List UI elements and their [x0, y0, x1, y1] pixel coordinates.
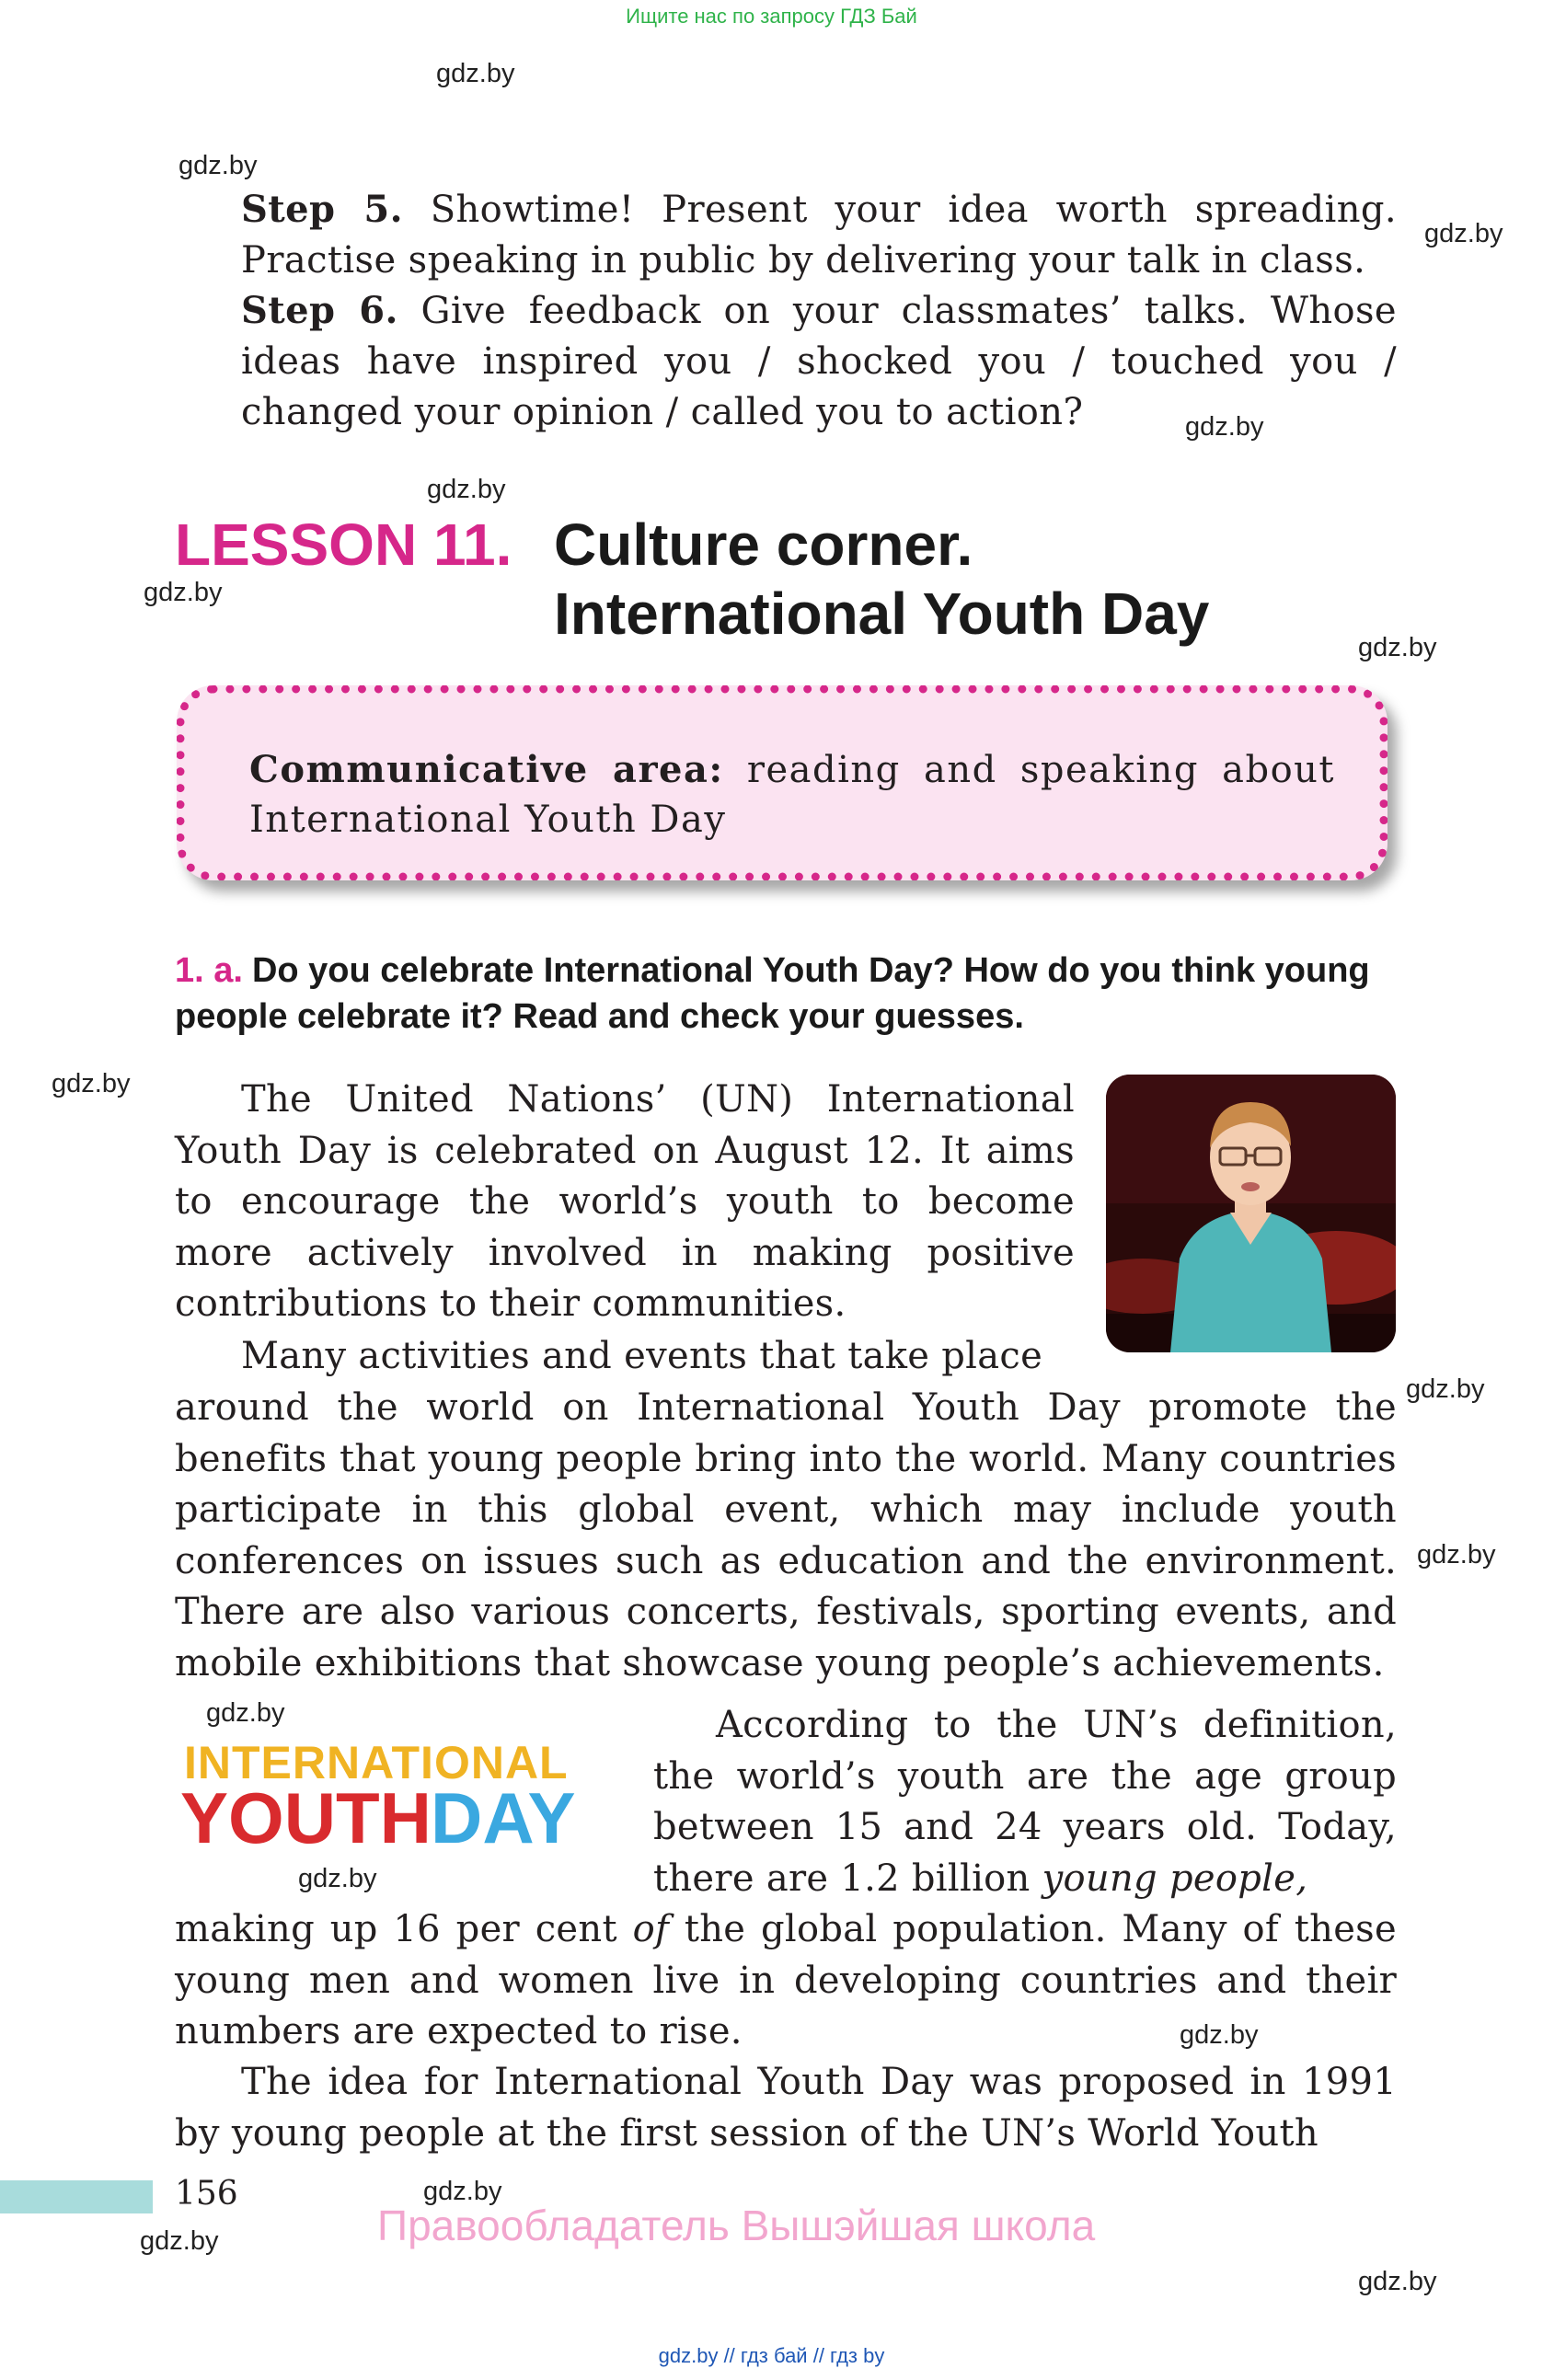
reading-p4: The idea for International Youth Day was proposed in 1991 by young people at the first session of the UN’s World Youth [175, 2061, 1397, 2155]
copyright-notice: Правообладатель Вышэйшая школа [377, 2202, 1096, 2249]
watermark: gdz.by [140, 2226, 219, 2256]
watermark: gdz.by [1424, 219, 1503, 248]
reading-paragraph-2-rest: around the world on International Youth Day promote the benefits that young people bring into the world. Many countries participate in this global event, which may include youth conferences on issues such as education and the environment. There are also various concerts, festivals, sporting events, and mobile exhibitions that showcase young people’s achievements. [175, 1386, 1397, 1684]
step-5-text: Showtime! Present your idea worth spreading. Practise speaking in public by delivering your talk in class. [241, 189, 1397, 282]
reading-p2-top: Many activities and events that take place [241, 1335, 1043, 1377]
reading-p3-end: the global population. Many of these young men and women live in developing countries and their numbers are expected to rise. [175, 1908, 1397, 2052]
step-6-label: Step 6. [241, 289, 398, 332]
logo-line1: INTERNATIONAL [184, 1737, 569, 1788]
step-5-paragraph [175, 184, 1397, 286]
reading-p3-italic1: young people, [1042, 1857, 1308, 1900]
lesson-title-line1: Culture corner. [554, 512, 973, 578]
reading-p3-italic2: of [632, 1908, 670, 1950]
lesson-title-line2: International Youth Day [554, 581, 1210, 647]
watermark: gdz.by [1417, 1540, 1496, 1569]
reading-p1: The United Nations’ (UN) International Youth Day is celebrated on August 12. It aims to encourage the world’s youth to become more actively involved in making positive contributions to their communities. [175, 1078, 1075, 1325]
watermark: gdz.by [1185, 412, 1264, 442]
reading-paragraph-2-top [175, 1331, 1075, 1383]
reading-paragraph-1 [175, 1075, 1075, 1330]
step-6-text: Give feedback on your classmates’ talks. Whose ideas have inspired you / shocked you / touched you / changed your opinion / called you to action? [241, 290, 1397, 433]
watermark: gdz.by [52, 1069, 131, 1098]
communicative-area-value: reading and speaking about International Youth Day [249, 749, 1335, 841]
logo-line2a: YOUTH [180, 1777, 432, 1858]
task-text: Do you celebrate International Youth Day? How do you think young people celebrate it? Read and check your guesses. [175, 951, 1370, 1036]
step-6-paragraph [175, 285, 1397, 438]
watermark: gdz.by [206, 1698, 285, 1728]
step-5-label: Step 5. [241, 188, 403, 231]
speaker-photo [1106, 1075, 1396, 1352]
watermark: gdz.by [1406, 1374, 1485, 1404]
watermark: gdz.by [427, 475, 506, 504]
reading-paragraph-4 [175, 2057, 1397, 2159]
reading-p3-mid: making up 16 per cent [175, 1908, 617, 1950]
watermark: gdz.by [436, 59, 515, 88]
page-number-bar [0, 2180, 153, 2213]
header-note: Ищите нас по запросу ГДЗ Бай [626, 5, 917, 28]
watermark: gdz.by [178, 151, 258, 180]
communicative-area-box [177, 685, 1388, 880]
watermark: gdz.by [298, 1864, 377, 1893]
page-number: 156 [175, 2175, 238, 2213]
watermark: gdz.by [1358, 2267, 1437, 2296]
communicative-area-label: Communicative area: [249, 748, 724, 791]
reading-p3-side: According to the UN’s definition, the world’s youth are the age group between 15 and 24 years old. Today, there are 1.2 billion [653, 1704, 1397, 1900]
communicative-area-text [249, 745, 1335, 845]
watermark: gdz.by [144, 578, 223, 607]
reading-paragraph-3-side [653, 1700, 1397, 1904]
watermark: gdz.by [1180, 2020, 1259, 2050]
task-1a [175, 948, 1399, 1040]
footer-note: gdz.by // гдз бай // гдз by [658, 2344, 885, 2367]
logo-line2b: DAY [431, 1777, 576, 1858]
reading-paragraph-3-rest [175, 1904, 1397, 2058]
watermark: gdz.by [1358, 633, 1437, 662]
task-number: 1. a. [175, 951, 243, 990]
lesson-number: LESSON 11. [175, 512, 512, 578]
international-youth-day-logo [180, 1734, 613, 1863]
watermark: gdz.by [423, 2177, 502, 2206]
